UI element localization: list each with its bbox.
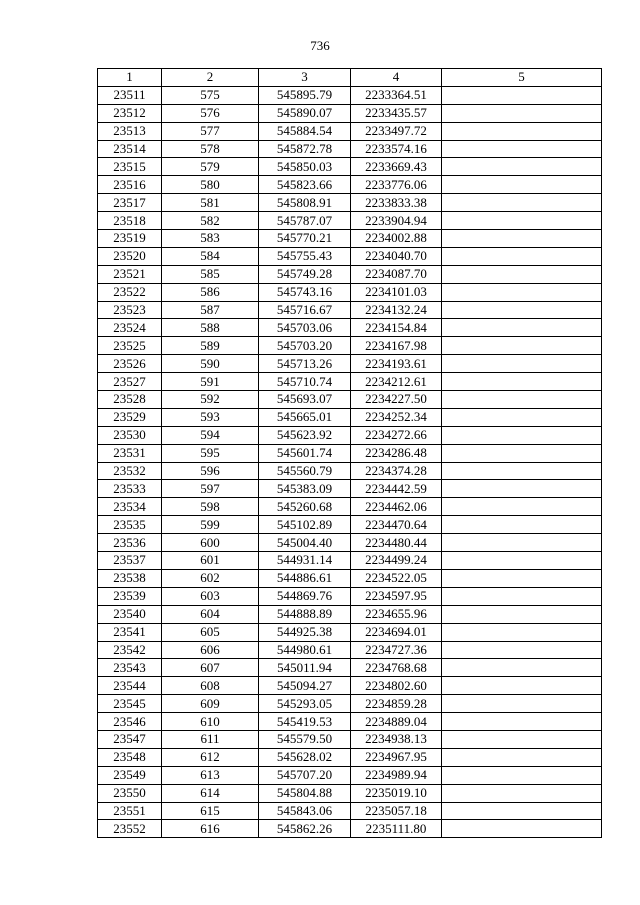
table-row [98,122,602,140]
table-cell-col-4: 2234227.50 [351,391,442,409]
table-cell-col-5 [442,426,602,444]
table-body [98,86,602,837]
table-row [98,444,602,462]
table-cell-col-4: 2234802.60 [351,677,442,695]
table-cell-col-5 [442,319,602,337]
table-cell-col-2: 575 [162,86,259,104]
table-cell-col-5 [442,230,602,248]
table-cell-col-1: 23532 [98,462,162,480]
table-cell-col-1: 23540 [98,605,162,623]
table-cell-col-5 [442,516,602,534]
table-cell-col-2: 585 [162,265,259,283]
table-cell-col-5 [442,86,602,104]
table-row [98,695,602,713]
table-cell-col-2: 587 [162,301,259,319]
table-cell-col-3: 545623.92 [259,426,351,444]
table-cell-col-1: 23549 [98,766,162,784]
table-cell-col-1: 23538 [98,569,162,587]
coordinates-table [97,68,602,838]
table-cell-col-1: 23528 [98,391,162,409]
table-cell-col-4: 2234768.68 [351,659,442,677]
table-cell-col-4: 2234859.28 [351,695,442,713]
table-cell-col-5 [442,659,602,677]
column-header-5: 5 [442,69,602,87]
table-cell-col-4: 2234889.04 [351,713,442,731]
table-cell-col-1: 23527 [98,373,162,391]
table-cell-col-4: 2234272.66 [351,426,442,444]
table-cell-col-5 [442,122,602,140]
table-cell-col-4: 2234002.88 [351,230,442,248]
table-row [98,426,602,444]
table-row [98,265,602,283]
table-cell-col-1: 23546 [98,713,162,731]
table-row [98,713,602,731]
table-cell-col-3: 545579.50 [259,730,351,748]
table-cell-col-5 [442,713,602,731]
table-cell-col-3: 545884.54 [259,122,351,140]
table-cell-col-2: 601 [162,552,259,570]
table-cell-col-3: 545808.91 [259,194,351,212]
table-cell-col-4: 2234522.05 [351,569,442,587]
table-cell-col-3: 545601.74 [259,444,351,462]
table-row [98,140,602,158]
table-cell-col-5 [442,641,602,659]
table-row [98,86,602,104]
table-cell-col-1: 23544 [98,677,162,695]
table-cell-col-4: 2234499.24 [351,552,442,570]
table-cell-col-4: 2233669.43 [351,158,442,176]
table-cell-col-5 [442,730,602,748]
table-row [98,480,602,498]
table-row [98,748,602,766]
table-cell-col-5 [442,355,602,373]
table-cell-col-3: 545872.78 [259,140,351,158]
column-header-2: 2 [162,69,259,87]
table-cell-col-3: 545707.20 [259,766,351,784]
table-cell-col-2: 605 [162,623,259,641]
table-cell-col-3: 544886.61 [259,569,351,587]
table-cell-col-3: 545787.07 [259,212,351,230]
table-cell-col-5 [442,158,602,176]
table-row [98,212,602,230]
table-cell-col-5 [442,605,602,623]
page-number: 736 [310,38,330,53]
table-cell-col-3: 545749.28 [259,265,351,283]
table-cell-col-3: 545094.27 [259,677,351,695]
table-cell-col-5 [442,444,602,462]
table-cell-col-1: 23518 [98,212,162,230]
table-cell-col-3: 544931.14 [259,552,351,570]
table-cell-col-2: 589 [162,337,259,355]
table-row [98,677,602,695]
table-cell-col-2: 577 [162,122,259,140]
table-cell-col-3: 545716.67 [259,301,351,319]
table-cell-col-3: 545850.03 [259,158,351,176]
table-cell-col-1: 23535 [98,516,162,534]
table-cell-col-3: 545260.68 [259,498,351,516]
table-cell-col-5 [442,802,602,820]
table-cell-col-2: 609 [162,695,259,713]
table-cell-col-5 [442,677,602,695]
table-cell-col-1: 23541 [98,623,162,641]
table-cell-col-5 [442,194,602,212]
table-row [98,641,602,659]
table-row [98,605,602,623]
table-cell-col-4: 2233574.16 [351,140,442,158]
table-row [98,230,602,248]
table-cell-col-5 [442,748,602,766]
table-cell-col-1: 23539 [98,587,162,605]
table-cell-col-4: 2234694.01 [351,623,442,641]
table-cell-col-5 [442,766,602,784]
table-cell-col-1: 23533 [98,480,162,498]
table-row [98,498,602,516]
table-cell-col-5 [442,623,602,641]
column-header-3: 3 [259,69,351,87]
table-row [98,355,602,373]
table-cell-col-1: 23531 [98,444,162,462]
table-cell-col-5 [442,534,602,552]
table-cell-col-5 [442,695,602,713]
table-cell-col-4: 2235111.80 [351,820,442,838]
table-cell-col-1: 23511 [98,86,162,104]
table-cell-col-4: 2233904.94 [351,212,442,230]
table-cell-col-1: 23519 [98,230,162,248]
table-cell-col-5 [442,176,602,194]
table-cell-col-4: 2234101.03 [351,283,442,301]
table-cell-col-1: 23550 [98,784,162,802]
table-cell-col-1: 23551 [98,802,162,820]
table-row [98,730,602,748]
table-row [98,337,602,355]
table-cell-col-2: 591 [162,373,259,391]
table-cell-col-3: 545890.07 [259,104,351,122]
table-cell-col-3: 545383.09 [259,480,351,498]
table-cell-col-2: 612 [162,748,259,766]
table-row [98,516,602,534]
table-row [98,408,602,426]
table-cell-col-5 [442,140,602,158]
table-cell-col-4: 2234470.64 [351,516,442,534]
table-cell-col-2: 616 [162,820,259,838]
table-cell-col-1: 23534 [98,498,162,516]
table-cell-col-4: 2234597.95 [351,587,442,605]
table-cell-col-3: 545804.88 [259,784,351,802]
column-header-1: 1 [98,69,162,87]
table-cell-col-1: 23525 [98,337,162,355]
table-cell-col-5 [442,784,602,802]
column-header-4: 4 [351,69,442,87]
table-cell-col-2: 594 [162,426,259,444]
table-row [98,373,602,391]
table-cell-col-3: 545693.07 [259,391,351,409]
table-cell-col-4: 2234989.94 [351,766,442,784]
table-cell-col-1: 23522 [98,283,162,301]
table-cell-col-4: 2234480.44 [351,534,442,552]
table-cell-col-4: 2234167.98 [351,337,442,355]
table-row [98,158,602,176]
table-row [98,587,602,605]
table-cell-col-2: 583 [162,230,259,248]
table-cell-col-1: 23524 [98,319,162,337]
table-cell-col-5 [442,408,602,426]
table-cell-col-2: 600 [162,534,259,552]
table-cell-col-3: 544925.38 [259,623,351,641]
table-header-row [98,69,602,87]
table-cell-col-3: 545743.16 [259,283,351,301]
table-cell-col-1: 23543 [98,659,162,677]
table-cell-col-5 [442,301,602,319]
table-cell-col-1: 23516 [98,176,162,194]
table-cell-col-3: 545102.89 [259,516,351,534]
table-cell-col-4: 2233497.72 [351,122,442,140]
table-cell-col-3: 544869.76 [259,587,351,605]
table-cell-col-1: 23537 [98,552,162,570]
table-row [98,569,602,587]
table-cell-col-2: 580 [162,176,259,194]
table-cell-col-3: 545862.26 [259,820,351,838]
table-row [98,802,602,820]
table-cell-col-1: 23542 [98,641,162,659]
table-cell-col-2: 614 [162,784,259,802]
table-cell-col-5 [442,480,602,498]
table-cell-col-3: 545703.20 [259,337,351,355]
table-row [98,462,602,480]
table-cell-col-1: 23520 [98,247,162,265]
table-cell-col-3: 545755.43 [259,247,351,265]
table-cell-col-5 [442,462,602,480]
table-cell-col-1: 23529 [98,408,162,426]
table-cell-col-1: 23512 [98,104,162,122]
table-row [98,391,602,409]
table-cell-col-4: 2233776.06 [351,176,442,194]
table-cell-col-2: 586 [162,283,259,301]
table-cell-col-2: 604 [162,605,259,623]
table-cell-col-2: 615 [162,802,259,820]
table-cell-col-4: 2234252.34 [351,408,442,426]
table-cell-col-1: 23530 [98,426,162,444]
table-cell-col-2: 578 [162,140,259,158]
table-cell-col-5 [442,820,602,838]
table-cell-col-3: 545843.06 [259,802,351,820]
table-cell-col-5 [442,498,602,516]
table-cell-col-1: 23515 [98,158,162,176]
table-cell-col-3: 545419.53 [259,713,351,731]
table-cell-col-4: 2234132.24 [351,301,442,319]
table-row [98,766,602,784]
table-cell-col-4: 2233833.38 [351,194,442,212]
table-cell-col-2: 576 [162,104,259,122]
table-cell-col-3: 545011.94 [259,659,351,677]
table-row [98,176,602,194]
table-row [98,104,602,122]
table-cell-col-4: 2234462.06 [351,498,442,516]
table-cell-col-3: 545004.40 [259,534,351,552]
table-cell-col-5 [442,265,602,283]
table-cell-col-2: 602 [162,569,259,587]
table-cell-col-4: 2234967.95 [351,748,442,766]
table-cell-col-2: 582 [162,212,259,230]
table-cell-col-4: 2234286.48 [351,444,442,462]
table-cell-col-3: 545895.79 [259,86,351,104]
table-cell-col-3: 545823.66 [259,176,351,194]
table-cell-col-4: 2234040.70 [351,247,442,265]
table-cell-col-3: 545665.01 [259,408,351,426]
table-cell-col-2: 595 [162,444,259,462]
table-cell-col-1: 23526 [98,355,162,373]
table-row [98,247,602,265]
table-cell-col-4: 2233364.51 [351,86,442,104]
table-cell-col-4: 2234154.84 [351,319,442,337]
table-cell-col-5 [442,337,602,355]
table-cell-col-2: 593 [162,408,259,426]
table-row [98,552,602,570]
table-cell-col-5 [442,552,602,570]
table-row [98,319,602,337]
table-cell-col-3: 544980.61 [259,641,351,659]
table-cell-col-5 [442,212,602,230]
table-cell-col-2: 581 [162,194,259,212]
table-row [98,534,602,552]
table-cell-col-2: 607 [162,659,259,677]
table-cell-col-2: 579 [162,158,259,176]
table-cell-col-1: 23521 [98,265,162,283]
table-cell-col-4: 2234442.59 [351,480,442,498]
table-cell-col-1: 23517 [98,194,162,212]
table-cell-col-5 [442,373,602,391]
table-cell-col-3: 545560.79 [259,462,351,480]
table-cell-col-3: 545770.21 [259,230,351,248]
table-cell-col-4: 2235019.10 [351,784,442,802]
table-cell-col-3: 545628.02 [259,748,351,766]
table-cell-col-1: 23547 [98,730,162,748]
table-cell-col-4: 2234212.61 [351,373,442,391]
table-row [98,784,602,802]
table-cell-col-2: 611 [162,730,259,748]
table-cell-col-4: 2234655.96 [351,605,442,623]
table-cell-col-2: 596 [162,462,259,480]
table-cell-col-2: 610 [162,713,259,731]
table-cell-col-5 [442,104,602,122]
table-cell-col-1: 23514 [98,140,162,158]
table-cell-col-2: 588 [162,319,259,337]
table-cell-col-2: 592 [162,391,259,409]
table-cell-col-4: 2235057.18 [351,802,442,820]
table-cell-col-1: 23552 [98,820,162,838]
table-cell-col-3: 545293.05 [259,695,351,713]
table-cell-col-4: 2234727.36 [351,641,442,659]
table-row [98,283,602,301]
table-cell-col-2: 608 [162,677,259,695]
table-row [98,659,602,677]
table-row [98,623,602,641]
table-cell-col-3: 545713.26 [259,355,351,373]
table-cell-col-2: 584 [162,247,259,265]
table-cell-col-5 [442,587,602,605]
table-cell-col-4: 2233435.57 [351,104,442,122]
table-cell-col-1: 23536 [98,534,162,552]
table-cell-col-2: 603 [162,587,259,605]
table-cell-col-2: 598 [162,498,259,516]
table-cell-col-3: 545703.06 [259,319,351,337]
table-cell-col-1: 23545 [98,695,162,713]
table-row [98,820,602,838]
table-cell-col-5 [442,247,602,265]
table-cell-col-5 [442,391,602,409]
table-cell-col-4: 2234374.28 [351,462,442,480]
table-cell-col-2: 599 [162,516,259,534]
table-cell-col-1: 23513 [98,122,162,140]
table-cell-col-2: 613 [162,766,259,784]
table-cell-col-3: 544888.89 [259,605,351,623]
table-cell-col-2: 597 [162,480,259,498]
table-cell-col-4: 2234938.13 [351,730,442,748]
table-row [98,194,602,212]
table-cell-col-4: 2234193.61 [351,355,442,373]
table-cell-col-1: 23523 [98,301,162,319]
table-cell-col-5 [442,283,602,301]
table-cell-col-2: 590 [162,355,259,373]
table-cell-col-3: 545710.74 [259,373,351,391]
table-cell-col-4: 2234087.70 [351,265,442,283]
table-cell-col-1: 23548 [98,748,162,766]
table-cell-col-2: 606 [162,641,259,659]
table-cell-col-5 [442,569,602,587]
table-row [98,301,602,319]
